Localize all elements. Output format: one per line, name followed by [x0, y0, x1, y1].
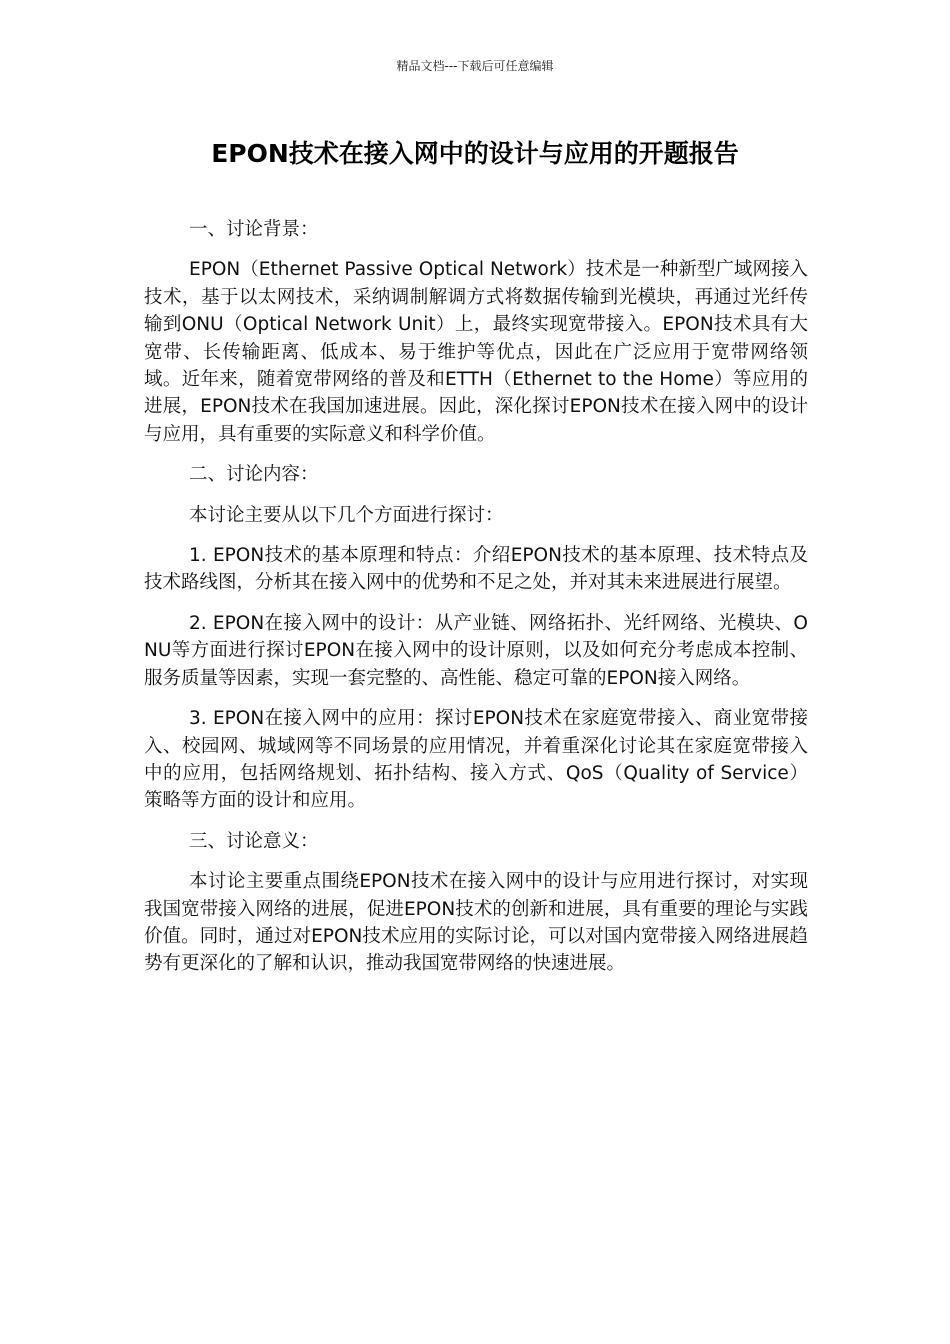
paragraph-background: EPON（Ethernet Passive Optical Network）技术是一种新型广域网接入技术，基于以太网技术，采纳调制解调方式将数据传输到光模块，再通过光纤传输到ONU（Optical Network Unit）上，最终实现宽带接入。EPON技术具有大宽带、长传输距离、低成本、易于维护等优点，因此在广泛应用于宽带网络领域。近年来，随着宽带网络的普及和ETTH（Ethernet to the Home）等应用的进展，EPON技术在我国加速进展。因此，深化探讨EPON技术在接入网中的设计与应用，具有重要的实际意义和科学价值。: [144, 259, 808, 445]
section-significance: [144, 828, 808, 978]
section-content: [144, 461, 808, 814]
page-header-note: 精品文档---下载后可任意编辑: [396, 59, 554, 73]
section-heading-content: 二、讨论内容：: [189, 464, 319, 486]
paragraph-significance: 本讨论主要重点围绕EPON技术在接入网中的设计与应用进行探讨，对实现我国宽带接入网络的进展，促进EPON技术的创新和进展，具有重要的理论与实践价值。同时，通过对EPON技术应用的实际讨论，可以对国内宽带接入网络进展趋势有更深化的了解和认识，推动我国宽带网络的快速进展。: [144, 871, 808, 975]
paragraph-content-item-1: 1. EPON技术的基本原理和特点：介绍EPON技术的基本原理、技术特点及技术路线图，分析其在接入网中的优势和不足之处，并对其未来进展进行展望。: [144, 545, 808, 594]
paragraph-content-item-2: 2. EPON在接入网中的设计：从产业链、网络拓扑、光纤网络、光模块、ONU等方面进行探讨EPON在接入网中的设计原则，以及如何充分考虑成本控制、服务质量等因素，实现一套完整的、高性能、稳定可靠的EPON接入网络。: [144, 612, 808, 689]
section-heading-significance: 三、讨论意义：: [189, 830, 319, 852]
section-heading-background: 一、讨论背景：: [189, 219, 319, 240]
section-background: [144, 216, 808, 448]
document-body: [144, 216, 808, 991]
paragraph-content-item-3: 3. EPON在接入网中的应用：探讨EPON技术在家庭宽带接入、商业宽带接入、校园网、城域网等不同场景的应用情况，并着重深化讨论其在家庭宽带接入中的应用，包括网络规划、拓扑结构、接入方式、QoS（Quality of Service）策略等方面的设计和应用。: [144, 708, 808, 812]
document-title: EPON技术在接入网中的设计与应用的开题报告: [211, 139, 739, 168]
paragraph-content-intro: 本讨论主要从以下几个方面进行探讨：: [189, 504, 504, 526]
